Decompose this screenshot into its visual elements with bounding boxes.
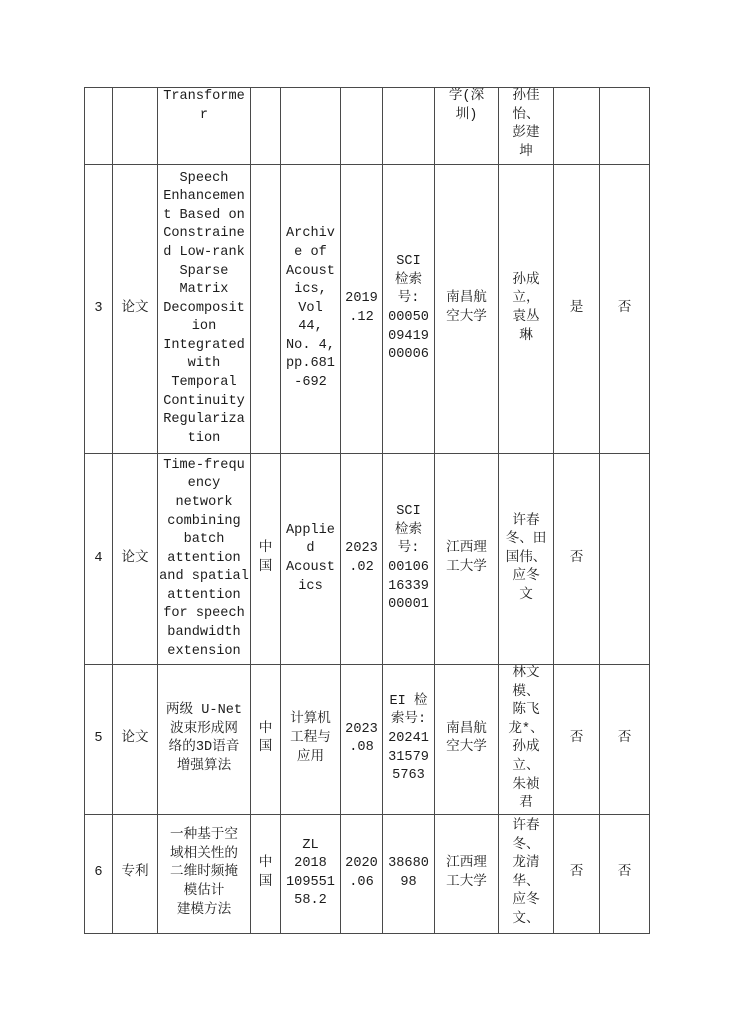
table-row-4	[85, 454, 650, 665]
cell-institution: 学(深 圳)	[435, 88, 499, 165]
cell-seq: 6	[85, 814, 113, 933]
cell-country: 中 国	[251, 814, 281, 933]
cell-authors: 许春 冬、 龙清 华、 应冬 文、	[499, 814, 554, 933]
cell-venue	[281, 88, 341, 165]
cell-category: 论文	[113, 165, 158, 454]
cell-title: Speech Enhancemen t Based on Constraine d Low-rank Sparse Matrix Decomposit ion Integrated with Temporal Continuity Regulariza tion	[158, 165, 251, 454]
cell-flag2: 否	[600, 165, 650, 454]
cell-index-no: 38680 98	[383, 814, 435, 933]
cell-institution: 南昌航 空大学	[435, 665, 499, 815]
cell-title: 两级 U-Net 波束形成网 络的3D语音 增强算法	[158, 665, 251, 815]
cell-date: 2023 .02	[341, 454, 383, 665]
cell-flag2	[600, 88, 650, 165]
cell-index-no: SCI 检索 号: 00106 16339 00001	[383, 454, 435, 665]
cell-category: 论文	[113, 665, 158, 815]
cell-flag1: 否	[554, 454, 600, 665]
cell-country	[251, 165, 281, 454]
cell-title: Transforme r	[158, 88, 251, 165]
publications-table	[84, 87, 650, 934]
cell-date: 2020 .06	[341, 814, 383, 933]
cell-venue: ZL 2018 109551 58.2	[281, 814, 341, 933]
cell-category	[113, 88, 158, 165]
cell-date: 2019 .12	[341, 165, 383, 454]
cell-flag1: 否	[554, 814, 600, 933]
cell-venue: 计算机 工程与 应用	[281, 665, 341, 815]
cell-flag2: 否	[600, 665, 650, 815]
table-row-continued	[85, 88, 650, 165]
cell-authors: 孙佳 怡、 彭建 坤	[499, 88, 554, 165]
cell-country	[251, 88, 281, 165]
table-row-6	[85, 814, 650, 933]
cell-authors: 林文 模、 陈飞 龙*、 孙成 立、 朱祯 君	[499, 665, 554, 815]
cell-title: 一种基于空 域相关性的 二维时频掩 模估计 建模方法	[158, 814, 251, 933]
cell-flag1	[554, 88, 600, 165]
cell-authors: 许春 冬、田 国伟、 应冬 文	[499, 454, 554, 665]
cell-flag2	[600, 454, 650, 665]
cell-country: 中 国	[251, 454, 281, 665]
cell-date	[341, 88, 383, 165]
cell-venue: Applie d Acoust ics	[281, 454, 341, 665]
table-row-3	[85, 165, 650, 454]
cell-flag1: 是	[554, 165, 600, 454]
cell-institution: 江西理 工大学	[435, 454, 499, 665]
cell-authors: 孙成 立， 袁丛 琳	[499, 165, 554, 454]
table-row-5	[85, 665, 650, 815]
cell-flag1: 否	[554, 665, 600, 815]
cell-institution: 南昌航 空大学	[435, 165, 499, 454]
cell-flag2: 否	[600, 814, 650, 933]
cell-seq: 4	[85, 454, 113, 665]
cell-index-no	[383, 88, 435, 165]
cell-index-no: SCI 检索 号: 00050 09419 00006	[383, 165, 435, 454]
cell-category: 专利	[113, 814, 158, 933]
cell-seq: 5	[85, 665, 113, 815]
cell-title: Time-frequ ency network combining batch attention and spatial attention for speech bandwidth extension	[158, 454, 251, 665]
cell-date: 2023 .08	[341, 665, 383, 815]
cell-category: 论文	[113, 454, 158, 665]
cell-seq: 3	[85, 165, 113, 454]
cell-institution: 江西理 工大学	[435, 814, 499, 933]
cell-seq	[85, 88, 113, 165]
cell-country: 中 国	[251, 665, 281, 815]
cell-venue: Archiv e of Acoust ics, Vol 44, No. 4, pp.681 -692	[281, 165, 341, 454]
cell-index-no: EI 检 索号: 20241 31579 5763	[383, 665, 435, 815]
